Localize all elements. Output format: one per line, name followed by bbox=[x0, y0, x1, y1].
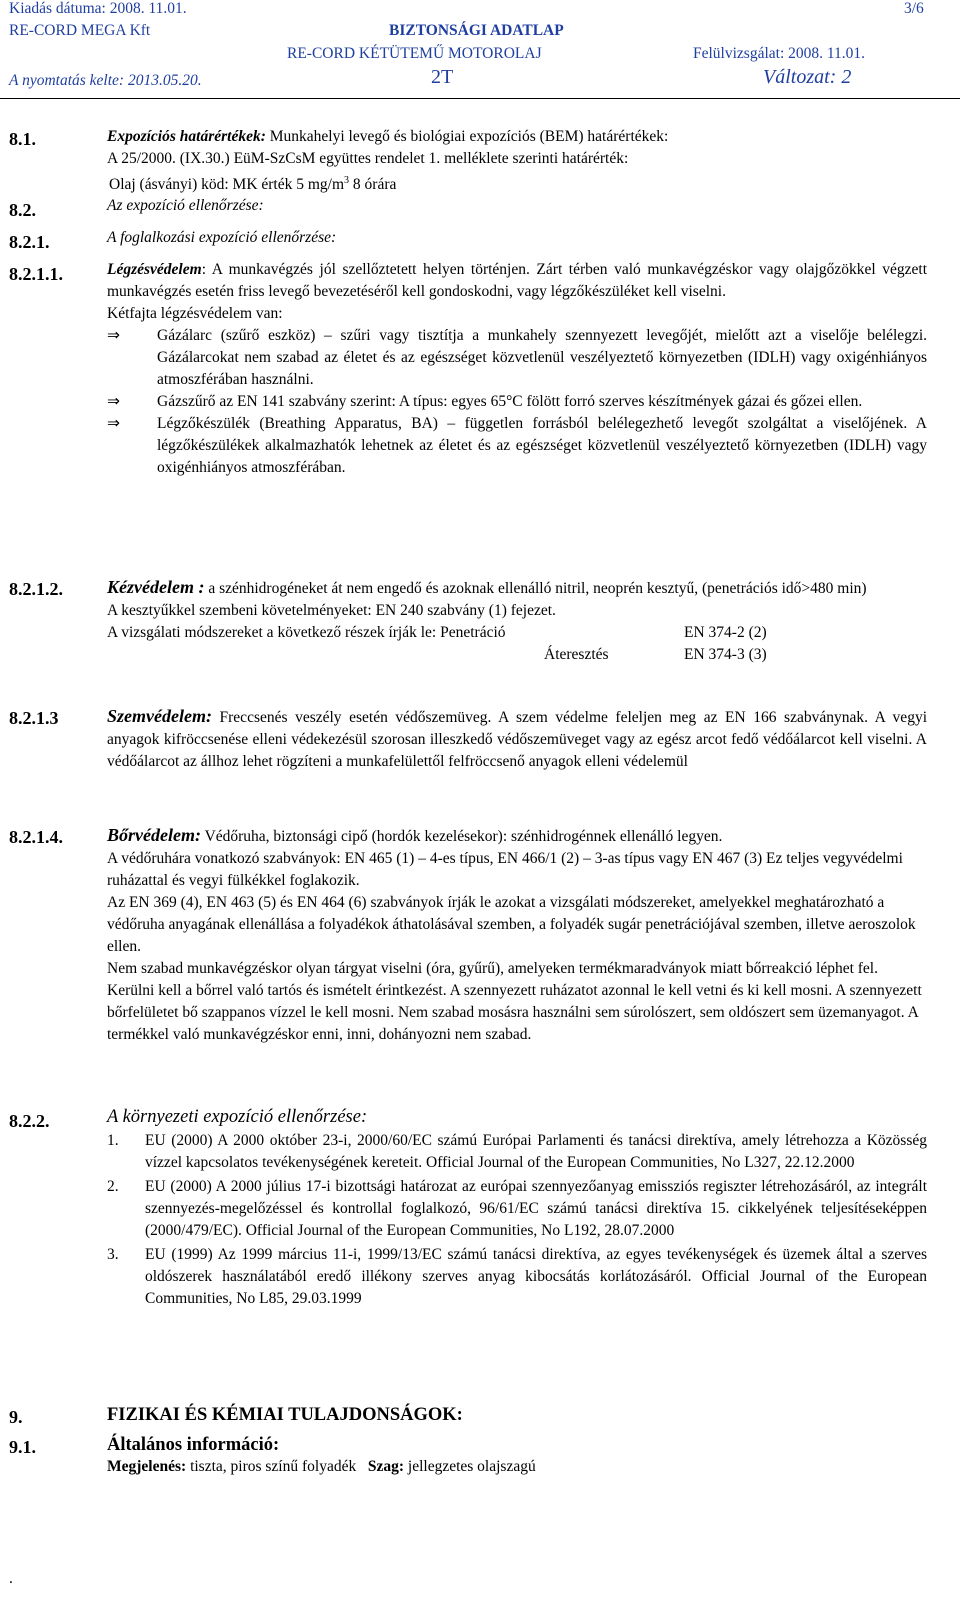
env-item: EU (2000) A 2000 július 17-i bizottsági határozat az európai szennyezőanyag emissziós regiszter létrehozásáról, az integrált szennyezés-megelőzéssel és kontrollal foglalkozó, 96/61/EC számú tanácsi direktíva 15. cikkelyének teljesítéseképpen (2000/479/EC). Official Journal of the European Communities, No L192, 28.07.2000 bbox=[145, 1178, 927, 1239]
test-methods: A vizsgálati módszereket a következő részek írják le: Penetráció bbox=[107, 624, 506, 641]
section-number-8-2-1: 8.2.1. bbox=[9, 232, 50, 252]
permeation-label: Áteresztés bbox=[544, 646, 609, 663]
env-item-number: 3. bbox=[107, 1246, 119, 1263]
section-8-2-1-title: A foglalkozási expozíció ellenőrzése: bbox=[107, 229, 337, 246]
section-number-8-2-1-4: 8.2.1.4. bbox=[9, 827, 63, 847]
bullet-breathing-apparatus: Légzőkészülék (Breathing Apparatus, BA) – független forrásból belélegezhető levegőt szolgáltat a viselőjének. A légzőkészülékek alkalmazhatók lehetnek az életet és az egészséget közvetlenül veszélyeztető környezetben (IDLH) vagy oxigénhiányos atmoszférában. bbox=[157, 415, 927, 476]
section-9-1-title: Általános információ: bbox=[107, 1435, 280, 1455]
section-number-9-1: 9.1. bbox=[9, 1437, 36, 1457]
env-item-number: 1. bbox=[107, 1132, 119, 1149]
eye-protection-title: Szemvédelem: bbox=[107, 706, 212, 726]
respiratory-types: Kétfajta légzésvédelem van: bbox=[107, 305, 283, 322]
odor-value: jellegzetes olajszagú bbox=[404, 1458, 536, 1475]
hand-protection-text: a szénhidrogéneket át nem engedő és azoknak ellenálló nitril, neoprén kesztyű, (penetrációs idő>480 min) bbox=[204, 580, 867, 597]
issue-date: Kiadás dátuma: 2008. 11.01. bbox=[9, 0, 187, 17]
section-8-2-2 bbox=[107, 1106, 927, 1310]
section-8-1-line3b: 8 órára bbox=[349, 176, 397, 194]
environmental-title: A környezeti expozíció ellenőrzése: bbox=[107, 1107, 368, 1127]
section-8-2-1-1 bbox=[107, 259, 927, 479]
header-divider bbox=[0, 98, 960, 99]
section-8-1-line2: A 25/2000. (IX.30.) EüM-SzCsM együttes rendelet 1. melléklete szerinti határérték: bbox=[107, 150, 629, 167]
section-number-8-2-1-1: 8.2.1.1. bbox=[9, 264, 63, 284]
env-item: EU (2000) A 2000 október 23-i, 2000/60/EC számú Európai Parlamenti és tanácsi direktíva, amely létrehozza a Közösség vízzel kapcsolatos tevékenységének kereteit. Official Journal of the European Communities, No L327, 22.12.2000 bbox=[145, 1132, 927, 1171]
respiratory-title: Légzésvédelem bbox=[107, 261, 202, 278]
permeation-standard: EN 374-3 (3) bbox=[684, 646, 767, 663]
respiratory-text: : A munkavégzés jól szellőztetett helyen történjen. Zárt térben való munkavégzéskor vagy olajgőzökkel végzett munkavégzés esetén friss levegő bevezetéséről kell gondoskodni, vagy légzőkészüléket kell viselni. bbox=[107, 261, 927, 300]
page-number: 3/6 bbox=[904, 0, 924, 17]
section-8-1 bbox=[107, 126, 927, 196]
odor-label: Szag: bbox=[367, 1458, 405, 1475]
glove-requirements: A kesztyűkkel szembeni követelményeket: EN 240 szabvány (1) fejezet. bbox=[107, 602, 556, 619]
eye-protection-text: Freccsenés veszély esetén védőszemüveg. A szem védelme feleljen meg az EN 166 szabványnak. A vegyi anyagok kifröccsenése elleni védekezésül szorosan illeszkedő védőszemüveget vagy az egész arcot fedő védőálarcot kell viselni. A védőálarcot az állhoz lehet rögzíteni a munkafelülettől felfröccsenő anyagok elleni védelemül bbox=[107, 709, 927, 770]
skin-protection-methods: Az EN 369 (4), EN 463 (5) és EN 464 (6) szabványok írják le azokat a vizsgálati módszereket, amelyekkel meghatározható a védőruha anyagának ellenállása a folyadékok áthatolásával szemben, a folyadék sugár penetrációjával szemben, illetve aeroszolok ellen. bbox=[107, 894, 916, 955]
appearance-label: Megjelenés: bbox=[107, 1458, 187, 1475]
version-label: Változat: 2 bbox=[763, 66, 852, 88]
grade-label: 2T bbox=[431, 66, 454, 88]
section-8-2-1-2 bbox=[107, 576, 927, 666]
penetration-standard: EN 374-2 (2) bbox=[684, 624, 767, 641]
skin-protection-standards: A védőruhára vonatkozó szabványok: EN 465 (1) – 4-es típus, EN 466/1 (2) – 3-as típus vagy EN 467 (3) Ez teljes vegyvédelmi ruházattal és vegyi fülkékkel foglakozik. bbox=[107, 850, 903, 889]
superscript-3: 3 bbox=[344, 175, 350, 186]
section-number-8-2-1-2: 8.2.1.2. bbox=[9, 579, 63, 599]
skin-protection-title: Bőrvédelem: bbox=[107, 825, 201, 845]
env-item-number: 2. bbox=[107, 1178, 119, 1195]
section-number-8-2: 8.2. bbox=[9, 200, 36, 220]
section-number-9: 9. bbox=[9, 1407, 23, 1427]
company-name: RE-CORD MEGA Kft bbox=[9, 22, 151, 39]
section-number-8-1: 8.1. bbox=[9, 129, 36, 149]
section-8-1-title: Expozíciós határértékek: bbox=[107, 128, 266, 145]
env-item: EU (1999) Az 1999 március 11-i, 1999/13/EC számú tanácsi direktíva, az egyes tevékenységek és üzemek által a szerves oldószerek használatából eredő illékony szerves anyag kibocsátás korlátozásáról. Official Journal of the European Communities, No L85, 29.03.1999 bbox=[145, 1246, 927, 1307]
skin-protection-text: Védőruha, biztonsági cipő (hordók kezelésekor): szénhidrogénnek ellenálló legyen. bbox=[200, 828, 723, 845]
print-date: A nyomtatás kelte: 2013.05.20. bbox=[9, 72, 202, 89]
section-8-2-title: Az expozíció ellenőrzése: bbox=[107, 197, 264, 214]
section-8-1-line3a: Olaj (ásványi) köd: MK érték 5 mg/m bbox=[109, 176, 345, 194]
section-8-1-line1: Munkahelyi levegő és biológiai expozíciós (BEM) határértékek: bbox=[265, 128, 669, 145]
review-date: Felülvizsgálat: 2008. 11.01. bbox=[693, 45, 866, 62]
section-8-2-1-3 bbox=[107, 705, 927, 773]
arrow-icon: ⇒ bbox=[107, 393, 120, 410]
document-title: BIZTONSÁGI ADATLAP bbox=[389, 22, 564, 39]
section-9-title: FIZIKAI ÉS KÉMIAI TULAJDONSÁGOK: bbox=[107, 1405, 463, 1425]
bullet-gas-mask: Gázálarc (szűrő eszköz) – szűri vagy tisztítja a munkahely szennyezett levegőjét, mielőtt azt a viselője belélegzi. Gázálarcokat nem szabad az életet és az egészséget közvetlenül veszélyeztető környezetben (IDLH) vagy oxigénhiányos atmoszférában használni. bbox=[157, 327, 927, 388]
section-9-1 bbox=[107, 1434, 927, 1478]
section-number-8-2-2: 8.2.2. bbox=[9, 1111, 50, 1131]
skin-protection-jewellery: Nem szabad munkavégzéskor olyan tárgyat viselni (óra, gyűrű), amelyeken termékmaradványok miatt bőrreakció léphet fel. bbox=[107, 960, 878, 977]
hand-protection-title: Kézvédelem : bbox=[107, 577, 205, 597]
section-number-8-2-1-3: 8.2.1.3 bbox=[9, 708, 59, 728]
skin-protection-contact: Kerülni kell a bőrrel való tartós és ismételt érintkezést. A szennyezett ruházatot azonnal le kell vetni és ki kell mosni. A szennyezett bőrfelületet bő szappanos vízzel le kell mosni. Nem szabad mosásra használni sem súrolószert, sem oldószert sem üzemanyagot. A termékkel való munkavégzéskor enni, inni, dohányozni nem szabad. bbox=[107, 982, 922, 1043]
product-name: RE-CORD KÉTÜTEMŰ MOTOROLAJ bbox=[287, 45, 542, 62]
arrow-icon: ⇒ bbox=[107, 327, 120, 344]
arrow-icon: ⇒ bbox=[107, 415, 120, 432]
appearance-value: tiszta, piros színű folyadék bbox=[186, 1458, 357, 1475]
footer-dot: . bbox=[9, 1570, 13, 1587]
section-8-2-1-4 bbox=[107, 824, 927, 1046]
bullet-gas-filter: Gázszűrő az EN 141 szabvány szerint: A típus: egyes 65°C fölött forró szerves készítmények gázai és gőzei ellen. bbox=[157, 393, 863, 410]
